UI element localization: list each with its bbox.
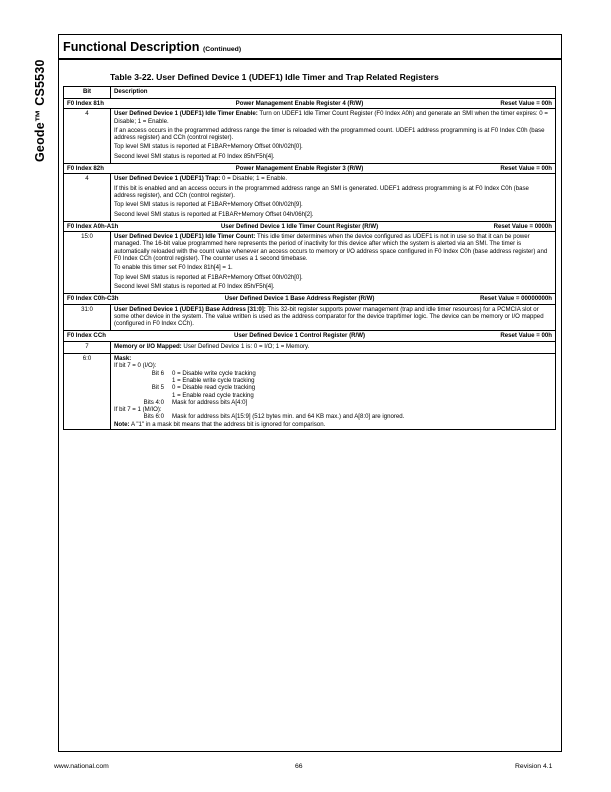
description-text: Top level SMI status is reported at F1BAR+Memory Offset 00h/02h[0]. — [114, 273, 303, 281]
field-label: Mask: — [114, 355, 132, 363]
description-paragraph — [114, 274, 552, 281]
section-header-cell — [64, 331, 556, 341]
mask-item — [114, 384, 552, 391]
description-paragraph — [114, 283, 552, 290]
register-index: F0 Index A0h-A1h — [67, 222, 119, 230]
footer-url: www.national.com — [54, 763, 109, 770]
description-text: 0 = Disable; 1 = Enable. — [222, 175, 288, 183]
table-row — [64, 174, 556, 221]
bit-cell: 4 — [64, 109, 111, 164]
mask-item — [114, 413, 552, 420]
description-paragraph — [114, 127, 552, 142]
register-section-header — [64, 221, 556, 231]
description-paragraph — [114, 233, 552, 262]
mask-item-key: Bits 6:0 — [143, 413, 164, 421]
description-text: Second level SMI status is reported at F0 Index 85h/F5h[4]. — [114, 282, 275, 290]
description-text: If this bit is enabled and an access occurs in the programmed address range an SMI is generated. UDEF1 address programming is at F0 Index C0h (base address register), and CCh (control register). — [114, 184, 529, 199]
page-heading — [63, 40, 241, 54]
footer-revision: Revision 4.1 — [515, 763, 553, 770]
bit-cell: 4 — [64, 174, 111, 221]
mask-item-value: Mask for address bits A[15:9] (512 bytes min. and 64 KB max.) and A[8:0] are ignored. — [172, 413, 405, 421]
register-name: User Defined Device 1 Control Register (R/W) — [233, 332, 366, 340]
reset-value: Reset Value = 0000h — [493, 222, 552, 230]
register-name: Power Management Enable Register 3 (R/W) — [235, 165, 364, 173]
table-row — [64, 109, 556, 164]
table-row — [64, 232, 556, 294]
description-text: Second level SMI status is reported at F0 Index 85h/F5h[4]. — [114, 152, 275, 160]
section-header-cell — [64, 294, 556, 304]
description-text: Top level SMI status is reported at F1BAR+Memory Offset 00h/02h[9]. — [114, 201, 303, 209]
description-text: This idle timer determines when the device configured as UDEF1 is not in use so that it can be power managed. The 16-bit value programmed here represents the period of inactivity for this device after which the system is alerted via an SMI. The timer is automatically reloaded with the count value whenever an access occurs to memory or I/O address space configured in F0 Index C0h (base address register) and F0 Index CCh (control register). The counter uses a 1 second timebase. — [114, 233, 548, 263]
description-paragraph — [114, 153, 552, 160]
description-paragraph — [114, 264, 552, 271]
note-label: Note: — [114, 420, 130, 428]
description-cell — [111, 354, 556, 430]
mask-item-key: Bits 4:0 — [143, 398, 164, 406]
description-cell — [111, 174, 556, 221]
heading-title: Functional Description — [63, 40, 200, 54]
register-index: F0 Index 82h — [67, 165, 104, 173]
section-header-grid — [67, 223, 552, 230]
section-header-cell — [64, 99, 556, 109]
register-index: F0 Index 81h — [67, 100, 104, 107]
field-label: User Defined Device 1 (UDEF1) Idle Timer Count: — [114, 233, 256, 241]
note-text: A "1" in a mask bit means that the address bit is ignored for comparison. — [130, 420, 326, 428]
mask-note — [114, 421, 552, 428]
mask-item-value: 1 = Enable write cycle tracking — [172, 376, 255, 384]
description-paragraph — [114, 143, 552, 150]
mask-item — [114, 399, 552, 406]
register-section-header — [64, 164, 556, 174]
mask-item-value: 0 = Disable read cycle tracking — [172, 384, 256, 392]
mask-item — [114, 377, 552, 384]
description-paragraph — [114, 306, 552, 328]
reset-value: Reset Value = 00h — [500, 165, 552, 173]
mask-item — [114, 370, 552, 377]
heading-rule — [58, 58, 562, 60]
mask-item-value: Mask for address bits A[4:0] — [172, 398, 248, 406]
description-paragraph — [114, 201, 552, 208]
field-label: User Defined Device 1 (UDEF1) Idle Timer Enable: — [114, 110, 258, 118]
register-section-header — [64, 294, 556, 304]
bit-cell: 6:0 — [64, 354, 111, 430]
description-cell — [111, 109, 556, 164]
mask-item-key — [114, 377, 172, 384]
description-text: User Defined Device 1 is: 0 = I/O; 1 = Memory. — [183, 342, 310, 350]
mask-item-key: Bit 5 — [151, 384, 164, 392]
mask-mem-heading: If bit 7 = 1 (M/IO): — [114, 406, 162, 414]
table-caption: Table 3-22. User Defined Device 1 (UDEF1) Idle Timer and Trap Related Registers — [110, 72, 439, 82]
description-text: Turn on UDEF1 Idle Timer Count Register (F0 Index A0h) and generate an SMI when the timer expires: 0 = Disable; 1 = Enable. — [114, 110, 548, 125]
footer-page-number: 66 — [295, 763, 303, 770]
header-description: Description — [111, 87, 556, 99]
description-paragraph — [114, 175, 552, 182]
reset-value: Reset Value = 00h — [500, 332, 552, 340]
description-paragraph — [114, 110, 552, 125]
register-section-header — [64, 99, 556, 109]
mask-io-heading: If bit 7 = 0 (I/O): — [114, 362, 157, 370]
section-header-grid — [67, 100, 552, 107]
mask-item-value: 0 = Disable write cycle tracking — [172, 369, 256, 377]
description-cell — [111, 232, 556, 294]
register-name: User Defined Device 1 Idle Timer Count Register (R/W) — [220, 222, 379, 230]
description-text: Top level SMI status is reported at F1BAR+Memory Offset 00h/02h[0]. — [114, 143, 303, 151]
description-text: To enable this timer set F0 Index 81h[4] = 1. — [114, 264, 233, 272]
section-header-grid — [67, 332, 552, 339]
table-row-mask — [64, 354, 556, 430]
section-header-grid — [67, 165, 552, 172]
description-text: This 32-bit register supports power management (trap and idle timer resources) for a PCMCIA slot or some other device in the system. The value written is used as the address comparator for the device trap/timer logic. The device can be memory or I/O mapped (configured in F0 Index CCh). — [114, 305, 544, 328]
table-row — [64, 341, 556, 353]
section-header-cell — [64, 221, 556, 231]
field-label: User Defined Device 1 (UDEF1) Trap: — [114, 175, 221, 183]
table-header-row — [64, 87, 556, 99]
register-name: Power Management Enable Register 4 (R/W) — [235, 100, 364, 107]
mask-item-key — [114, 392, 172, 399]
reset-value: Reset Value = 00h — [500, 100, 552, 107]
register-table — [63, 86, 556, 430]
description-cell — [111, 304, 556, 331]
table-row — [64, 304, 556, 331]
mask-item — [114, 392, 552, 399]
register-section-header — [64, 331, 556, 341]
bit-cell: 7 — [64, 341, 111, 353]
bit-cell: 31:0 — [64, 304, 111, 331]
field-label: User Defined Device 1 (UDEF1) Base Address [31:0]: — [114, 305, 266, 313]
section-header-grid — [67, 295, 552, 302]
field-label: Memory or I/O Mapped: — [114, 342, 182, 350]
register-index: F0 Index C0h-C3h — [67, 295, 119, 303]
header-bit: Bit — [64, 87, 111, 99]
side-title — [33, 40, 47, 160]
register-name: User Defined Device 1 Base Address Register (R/W) — [224, 295, 375, 303]
reset-value: Reset Value = 00000000h — [480, 295, 552, 303]
mask-item-key: Bit 6 — [151, 369, 164, 377]
mask-item-value: 1 = Enable read cycle tracking — [172, 391, 254, 399]
description-text: If an access occurs in the programmed address range the timer is reloaded with the programmed count. UDEF1 address programming is at F0 Index C0h (base address register) and CCh (control register). — [114, 126, 545, 142]
description-paragraph — [114, 211, 552, 218]
description-cell — [111, 341, 556, 353]
description-paragraph — [114, 185, 552, 200]
section-header-cell — [64, 164, 556, 174]
description-text: Second level SMI status is reported at F1BAR+Memory Offset 04h/06h[2]. — [114, 210, 314, 218]
side-title-text: Geode™ CS5530 — [33, 59, 47, 162]
register-index: F0 Index CCh — [67, 332, 106, 340]
description-paragraph — [114, 343, 552, 350]
bit-cell: 15:0 — [64, 232, 111, 294]
heading-continued: (Continued) — [202, 46, 242, 53]
